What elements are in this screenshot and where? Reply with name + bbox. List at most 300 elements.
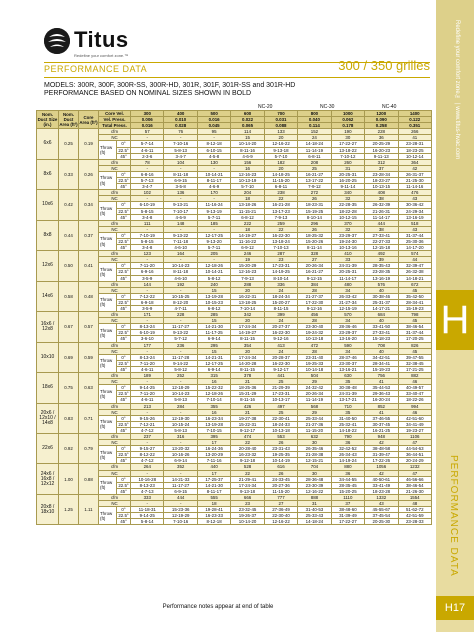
- throw-value: 22-28-35: [331, 202, 364, 208]
- throw-value: 28-35-43: [365, 263, 398, 269]
- cfm-value: 553: [264, 433, 297, 439]
- nc-value: 18: [231, 226, 264, 232]
- core-velocity: 600: [231, 111, 264, 117]
- throw-value: 7-10-16: [164, 519, 197, 525]
- duct-area: 0.69: [59, 342, 79, 372]
- throw-value: 9-11-14: [331, 184, 364, 190]
- cfm-value: 590: [331, 342, 364, 348]
- nc-value: 41: [365, 379, 398, 385]
- cfm-value: 185: [197, 220, 230, 226]
- cfm-value: 1554: [398, 494, 431, 500]
- throw-value: 20-24-29: [398, 458, 431, 464]
- nc-value: -: [164, 348, 197, 354]
- throw-value: 27-33-41: [365, 330, 398, 336]
- deflection-22: 22.5°: [118, 299, 129, 305]
- cfm-value: 177: [131, 342, 164, 348]
- total-pressure: 0.351: [398, 123, 431, 129]
- nc-value: 22: [231, 470, 264, 476]
- core-area: 0.41: [79, 251, 99, 281]
- throw-value: 16-22-30: [264, 360, 297, 366]
- throw-value: 8-11-15: [264, 306, 297, 312]
- throw-value: 13-16-21: [331, 366, 364, 372]
- nc-value: 31: [298, 501, 331, 507]
- throw-value: 27-33-41: [365, 232, 398, 238]
- cfm-value: 315: [197, 373, 230, 379]
- deflection-0: 0°: [117, 171, 131, 177]
- cfm-value: 777: [264, 494, 297, 500]
- throw-value: 30-37-45: [365, 421, 398, 427]
- nc-value: 28: [298, 287, 331, 293]
- nc-value: 36: [365, 135, 398, 141]
- throw-value: 18-25-36: [231, 385, 264, 391]
- throw-value: 10-12-15: [331, 214, 364, 220]
- throw-value: 6-8-11: [264, 184, 297, 190]
- nc-value: 28: [298, 348, 331, 354]
- header-core-area: Core Area (ft²): [79, 111, 99, 129]
- core-velocity: 800: [298, 111, 331, 117]
- deflection-0: 0°: [117, 446, 131, 452]
- throw-value: 22-30-40: [264, 513, 297, 519]
- nc-value: -: [197, 257, 230, 263]
- nc-label: NC: [99, 348, 131, 354]
- throw-value: 13-17-21: [331, 397, 364, 403]
- deflection-0: 0°: [117, 293, 131, 299]
- throw-value: 17-22-26: [365, 458, 398, 464]
- nc-value: 16: [231, 165, 264, 171]
- cfm-value: 76: [164, 129, 197, 135]
- throw-value: 15-22-32: [197, 385, 230, 391]
- throw-value: 11-16-22: [231, 238, 264, 244]
- throw-value: 5-8-13: [164, 147, 197, 153]
- throw-value: 10-16-28: [131, 476, 164, 482]
- nc-value: 18: [231, 196, 264, 202]
- throw-value: 33-41-50: [365, 324, 398, 330]
- cfm-value: 684: [365, 312, 398, 318]
- nc-value: 32: [331, 196, 364, 202]
- nc-value: 44: [398, 257, 431, 263]
- cfm-value: 295: [197, 342, 230, 348]
- nc-value: 16: [197, 379, 230, 385]
- throw-value: 15-21-29: [231, 391, 264, 397]
- throw-value: 11-14-17: [331, 275, 364, 281]
- deflection-0: 0°: [117, 507, 131, 513]
- header-nom-size: Nom. Duct Size (in.): [37, 112, 58, 128]
- throw-value: 23-29-37: [331, 330, 364, 336]
- throw-value: 6-9-16: [131, 269, 164, 275]
- duct-size: 24x6 / 16x8 / 12x12: [37, 464, 59, 494]
- throw-value: 11-16-24: [197, 202, 230, 208]
- throw-value: 12-17-25: [197, 232, 230, 238]
- throw-value: 12-16-23: [231, 171, 264, 177]
- throw-value: 28-37-46: [331, 354, 364, 360]
- throw-value: 19-23-27: [398, 427, 431, 433]
- cfm-value: 1056: [365, 464, 398, 470]
- nc-value: 36: [331, 470, 364, 476]
- nc-value: 39: [365, 257, 398, 263]
- duct-size: 22x6: [37, 433, 59, 463]
- nc-value: 41: [398, 135, 431, 141]
- throw-value: 51-62-72: [398, 507, 431, 513]
- cfm-label: cfm: [99, 312, 131, 318]
- nc-value: 27: [298, 257, 331, 263]
- cfm-value: 114: [231, 129, 264, 135]
- nc-value: -: [164, 287, 197, 293]
- cfm-value: 378: [231, 373, 264, 379]
- cfm-value: 156: [231, 159, 264, 165]
- throw-value: 30-38-46: [365, 293, 398, 299]
- cfm-value: 1232: [398, 464, 431, 470]
- deflection-0: 0°: [117, 202, 131, 208]
- throw-value: 35-44-53: [365, 385, 398, 391]
- throw-value: 6-9-14: [197, 336, 230, 342]
- throw-value: 6-10-19: [131, 202, 164, 208]
- cfm-value: 426: [231, 403, 264, 409]
- cfm-value: 528: [231, 464, 264, 470]
- cfm-value: 826: [398, 342, 431, 348]
- core-area: 0.88: [79, 464, 99, 494]
- total-pressure: 0.258: [365, 123, 398, 129]
- throw-value: 9-14-22: [164, 360, 197, 366]
- nc-value: 43: [398, 196, 431, 202]
- nc-value: 22: [231, 440, 264, 446]
- duct-size: 6x6: [37, 129, 59, 159]
- throw-value: 12-16-22: [264, 519, 297, 525]
- page-number: H17: [436, 596, 474, 620]
- cfm-value: 240: [197, 281, 230, 287]
- nc-value: 23: [264, 257, 297, 263]
- deflection-45: 45°: [117, 397, 131, 403]
- core-velocity: 700: [264, 111, 297, 117]
- throw-value: 28-34-41: [398, 299, 431, 305]
- throw-value: 8-11-18: [164, 269, 197, 275]
- cfm-value: 208: [298, 159, 331, 165]
- nc-value: 21: [231, 409, 264, 415]
- throw-value: 7-11-20: [131, 263, 164, 269]
- cfm-value: 1332: [365, 494, 398, 500]
- throw-value: 16-20-25: [331, 178, 364, 184]
- throw-value: 18-22-28: [331, 208, 364, 214]
- nc-value: 16: [197, 409, 230, 415]
- nc-value: 30: [298, 440, 331, 446]
- throw-value: 20-25-29: [365, 141, 398, 147]
- throw-value: 14-17-21: [365, 306, 398, 312]
- throw-value: 25-30-36: [398, 238, 431, 244]
- titus-logo-icon: [44, 28, 70, 54]
- core-area: 0.26: [79, 159, 99, 189]
- cfm-value: 272: [298, 190, 331, 196]
- basis-line: PERFORMANCE BASED ON NOMINAL SIZES SHOWN IN BOLD: [44, 90, 252, 97]
- throw-value: 38-48-58: [365, 446, 398, 452]
- core-velocity: 300: [131, 111, 164, 117]
- throw-value: 13-19-28: [197, 293, 230, 299]
- throw-value: 17-22-30: [298, 299, 331, 305]
- performance-table: [36, 110, 432, 525]
- throw-value: 9-12-16: [264, 336, 297, 342]
- cfm-value: 123: [131, 251, 164, 257]
- throw-value: 9-12-17: [231, 427, 264, 433]
- nc-value: 35: [331, 409, 364, 415]
- throw-value: 27-36-49: [264, 507, 297, 513]
- cfm-value: 340: [331, 190, 364, 196]
- nc-value: -: [131, 257, 164, 263]
- throw-value: 5-8-15: [131, 238, 164, 244]
- throw-value: 9-12-16: [298, 306, 331, 312]
- throw-value: 10-13-17: [264, 397, 297, 403]
- throw-value: 15-18-23: [365, 336, 398, 342]
- throw-value: 13-20-29: [197, 452, 230, 458]
- cfm-value: 213: [131, 403, 164, 409]
- throw-value: 18-23-31: [298, 202, 331, 208]
- nc-value: 24: [264, 348, 297, 354]
- nc-value: -: [131, 409, 164, 415]
- throw-value: 12-19-30: [164, 415, 197, 421]
- nc-value: 34: [331, 348, 364, 354]
- throw-value: 12-17-25: [197, 360, 230, 366]
- cfm-value: 205: [197, 251, 230, 257]
- throw-value: 17-24-34: [231, 324, 264, 330]
- throw-value: 8-11-17: [197, 178, 230, 184]
- throw-value: 21-29-41: [231, 476, 264, 482]
- throw-value: 8-13-24: [131, 324, 164, 330]
- throw-label: Throw (ft): [99, 293, 117, 311]
- throw-value: 11-14-17: [365, 214, 398, 220]
- throw-label: Throw (ft): [99, 354, 117, 372]
- cfm-value: 342: [231, 312, 264, 318]
- throw-value: 7-11-20: [131, 391, 164, 397]
- cfm-value: 616: [264, 464, 297, 470]
- nc-value: -: [197, 196, 230, 202]
- throw-value: 8-11-16: [231, 397, 264, 403]
- nc-value: -: [131, 318, 164, 324]
- throw-value: 16-21-27: [298, 269, 331, 275]
- throw-value: 10-12-14: [398, 153, 431, 159]
- duct-area: 0.67: [59, 312, 79, 342]
- cfm-value: 352: [164, 464, 197, 470]
- deflection-0: 0°: [117, 476, 131, 482]
- throw-value: 9-13-22: [164, 330, 197, 336]
- deflection-45: 45°: [117, 214, 131, 220]
- throw-value: 31-39-47: [365, 452, 398, 458]
- throw-value: 20-26-34: [298, 391, 331, 397]
- cfm-value: 104: [164, 159, 197, 165]
- throw-value: 35-42-50: [398, 293, 431, 299]
- throw-value: 26-32-38: [398, 269, 431, 275]
- nc-value: 31: [331, 165, 364, 171]
- throw-value: 21-27-36: [298, 421, 331, 427]
- core-area: 0.79: [79, 433, 99, 463]
- throw-value: 6-9-14: [164, 458, 197, 464]
- throw-value: 7-9-13: [264, 214, 297, 220]
- cfm-value: 57: [131, 129, 164, 135]
- throw-value: 4-6-11: [131, 397, 164, 403]
- cfm-value: 440: [197, 464, 230, 470]
- throw-value: 21-29-39: [264, 385, 297, 391]
- cfm-value: 441: [264, 373, 297, 379]
- cfm-label: cfm: [99, 464, 131, 470]
- cfm-value: 130: [197, 159, 230, 165]
- throw-value: 4-6-9: [164, 214, 197, 220]
- throw-value: 13-18-24: [264, 238, 297, 244]
- throw-value: 12-16-22: [298, 488, 331, 494]
- nc-value: 33: [331, 257, 364, 263]
- nc-value: -: [131, 135, 164, 141]
- deflection-22: 22.5°: [118, 482, 129, 488]
- throw-value: 10-13-19: [231, 178, 264, 184]
- throw-value: 6-10-19: [131, 330, 164, 336]
- throw-value: 10-16-26: [164, 452, 197, 458]
- throw-value: 9-13-19: [197, 208, 230, 214]
- cfm-label: cfm: [99, 373, 131, 379]
- throw-label: Throw (ft): [99, 202, 117, 220]
- cfm-value: 1106: [398, 433, 431, 439]
- throw-value: 12-15-19: [331, 306, 364, 312]
- cfm-value: 189: [131, 373, 164, 379]
- cfm-value: 264: [131, 464, 164, 470]
- header-core-vel: Core Vel.: [99, 111, 131, 117]
- throw-value: 14-17-20: [398, 245, 431, 251]
- throw-value: 8-11-15: [231, 366, 264, 372]
- throw-value: 6-10-15: [197, 147, 230, 153]
- throw-value: 17-23-31: [264, 391, 297, 397]
- deflection-0: 0°: [117, 324, 131, 330]
- throw-value: 10-14-18: [298, 366, 331, 372]
- throw-value: 23-28-35: [365, 269, 398, 275]
- nc-value: 24: [264, 318, 297, 324]
- throw-value: 10-13-15: [365, 184, 398, 190]
- throw-value: 12-18-29: [164, 385, 197, 391]
- throw-value: 20-27-37: [264, 324, 297, 330]
- throw-value: 28-35-45: [331, 482, 364, 488]
- throw-value: 18-22-26: [398, 397, 431, 403]
- throw-value: 13-18-25: [231, 299, 264, 305]
- throw-value: 21-26-30: [398, 488, 431, 494]
- cfm-value: 204: [231, 190, 264, 196]
- throw-value: 5-7-14: [131, 141, 164, 147]
- throw-label: Throw (ft): [99, 507, 117, 525]
- throw-value: 9-12-15: [298, 275, 331, 281]
- nc-label: NC: [99, 470, 131, 476]
- throw-value: 16-23-33: [197, 513, 230, 519]
- throw-value: 9-13-20: [197, 238, 230, 244]
- footer-note: Performance notes appear at end of table: [162, 604, 274, 610]
- nc-value: -: [164, 470, 197, 476]
- nc-value: 47: [398, 470, 431, 476]
- throw-value: 17-24-34: [231, 482, 264, 488]
- throw-value: 14-18-25: [264, 171, 297, 177]
- cfm-value: 287: [264, 251, 297, 257]
- throw-value: 11-15-20: [264, 178, 297, 184]
- cfm-value: 236: [164, 342, 197, 348]
- throw-value: 14-18-24: [298, 141, 331, 147]
- throw-value: 14-21-31: [197, 354, 230, 360]
- deflection-22: 22.5°: [118, 391, 129, 397]
- nc-30-header: NC-30: [320, 104, 335, 110]
- throw-value: 12-16-22: [264, 141, 297, 147]
- cfm-value: 476: [398, 190, 431, 196]
- deflection-45: 45°: [117, 275, 131, 281]
- cfm-value: 384: [298, 281, 331, 287]
- throw-label: Throw (ft): [99, 446, 117, 464]
- deflection-22: 22.5°: [118, 178, 129, 184]
- throw-value: 4-7-12: [131, 458, 164, 464]
- cfm-value: 144: [131, 281, 164, 287]
- throw-value: 9-12-18: [231, 458, 264, 464]
- header-vel-press: Vel. Press.: [99, 117, 131, 123]
- duct-area: 0.50: [59, 251, 79, 281]
- deflection-45: 45°: [117, 336, 131, 342]
- throw-value: 13-17-22: [298, 178, 331, 184]
- throw-label: Throw (ft): [99, 141, 117, 159]
- throw-value: 10-13-18: [298, 336, 331, 342]
- cfm-value: 574: [398, 251, 431, 257]
- throw-value: 46-56-66: [398, 476, 431, 482]
- nc-value: 15: [197, 348, 230, 354]
- throw-value: 13-19-28: [197, 421, 230, 427]
- nc-value: -: [131, 287, 164, 293]
- nc-value: 19: [231, 257, 264, 263]
- throw-value: 29-36-43: [365, 391, 398, 397]
- throw-label: Throw (ft): [99, 476, 117, 494]
- core-velocity: 1400: [398, 111, 431, 117]
- throw-value: 8-11-18: [164, 171, 197, 177]
- core-velocity: 500: [197, 111, 230, 117]
- cfm-value: 948: [365, 433, 398, 439]
- throw-value: 15-19-23: [365, 366, 398, 372]
- throw-value: 24-32-42: [298, 385, 331, 391]
- nc-value: 29: [298, 379, 331, 385]
- core-area: 0.59: [79, 342, 99, 372]
- throw-value: 16-20-24: [365, 397, 398, 403]
- throw-value: 6-8-16: [131, 171, 164, 177]
- throw-label: Throw (ft): [99, 232, 117, 250]
- throw-value: 14-21-33: [164, 476, 197, 482]
- header-total-press: Total Press.: [99, 123, 131, 129]
- velocity-pressure: 0.031: [264, 117, 297, 123]
- throw-value: 15-23-36: [164, 507, 197, 513]
- throw-value: 7-10-12: [331, 153, 364, 159]
- nc-value: 26: [298, 196, 331, 202]
- core-area: 0.34: [79, 190, 99, 220]
- throw-value: 13-16-19: [365, 275, 398, 281]
- throw-value: 9-13-21: [164, 202, 197, 208]
- total-pressure: 0.065: [231, 123, 264, 129]
- cfm-value: 237: [131, 433, 164, 439]
- nc-label: NC: [99, 226, 131, 232]
- cfm-value: 170: [197, 190, 230, 196]
- throw-value: 11-18-31: [131, 507, 164, 513]
- cfm-value: 408: [365, 190, 398, 196]
- throw-value: 19-24-30: [331, 238, 364, 244]
- cfm-value: 555: [197, 494, 230, 500]
- nc-value: -: [164, 196, 197, 202]
- product-title: 300 / 350 grilles: [338, 58, 430, 73]
- nc-label: NC: [99, 135, 131, 141]
- cfm-value: 632: [298, 433, 331, 439]
- throw-value: 32-38-45: [398, 360, 431, 366]
- throw-value: 34-42-51: [365, 354, 398, 360]
- throw-value: 8-11-14: [298, 245, 331, 251]
- throw-label: Throw (ft): [99, 324, 117, 342]
- nc-value: 22: [264, 196, 297, 202]
- sidebar-section-label: PERFORMANCE DATA: [448, 455, 459, 577]
- velocity-pressure: 0.122: [398, 117, 431, 123]
- throw-value: 14-18-24: [298, 519, 331, 525]
- throw-value: 18-23-27: [365, 178, 398, 184]
- throw-value: 19-25-35: [264, 452, 297, 458]
- duct-area: 1.00: [59, 464, 79, 494]
- cfm-value: 288: [231, 281, 264, 287]
- throw-value: 23-30-37: [331, 360, 364, 366]
